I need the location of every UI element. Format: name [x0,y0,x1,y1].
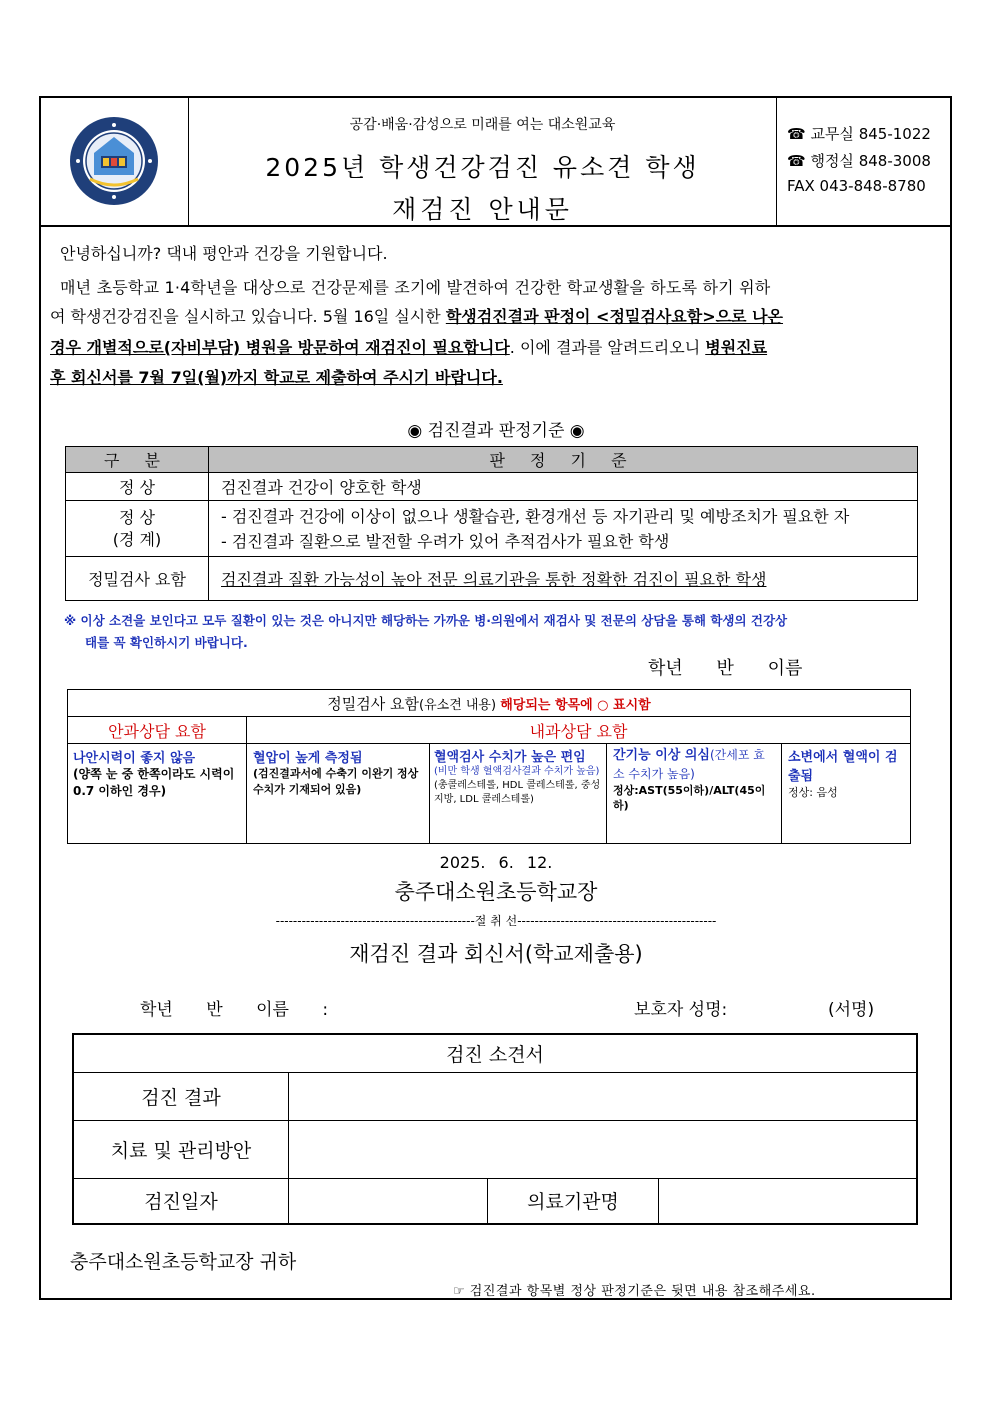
logo-cell [41,98,189,225]
note-line-1: ※ 이상 소견을 보인다고 모두 질환이 있는 것은 아니지만 해당하는 가까운 병·의원에서 재검사 및 전문의 상담을 통해 학생의 건강상 [64,613,788,628]
group-internal-medicine: 내과상담 요함 [247,717,911,744]
contact-admin: ☎ 행정실 848-3008 [787,152,931,170]
reply-sign: (서명) [828,1000,875,1020]
paragraph-line-2a: 여 학생건강검진을 실시하고 있습니다. 5월 16일 실시한 [50,307,446,326]
title-line-2: 재검진 안내문 [392,195,573,224]
reply-value-date[interactable] [289,1178,488,1224]
reply-guardian: 보호자 성명: [634,1000,728,1020]
option-blood-pressure-body: (검진결과서에 수축기 이완기 정상수치가 기재되어 있음) [253,767,419,796]
options-title [68,690,911,717]
reply-footnote: ☞ 검진결과 항목별 정상 판정기준은 뒷면 내용 참조해주세요. [453,1284,816,1299]
option-urine-head: 소변에서 혈액이 검출됨 [788,750,898,784]
criteria-text-borderline-2: - 검진결과 질환으로 발전할 우려가 있어 추적검사가 필요한 학생 [221,531,670,551]
paragraph-line-2 [50,303,783,330]
contact-office: ☎ 교무실 845-1022 [787,125,931,143]
cut-line: ----------------------------------------------절 취 선---------------------------------------------- [275,914,717,928]
criteria-text-detailed [209,557,918,601]
criteria-label-detailed: 정밀검사 요함 [66,557,209,601]
option-blood-test-body: (비만 학생 혈액검사결과 수치가 높음) [434,766,600,777]
paragraph-line-3c: 병원진료 [705,338,768,357]
paragraph-line-3a: 경우 개별적으로(자비부담) 병원을 방문하여 재검진이 필요합니다 [50,338,510,357]
criteria-col-category: 구 분 [66,447,209,473]
slogan: 공감·배움·감성으로 미래를 여는 대소원교육 [349,117,616,133]
reply-value-treatment[interactable] [289,1120,918,1178]
option-liver-header [613,746,775,783]
options-title-c: 해당되는 항목에 ○ 표시함 [500,697,651,713]
paragraph-line-3b: . 이에 결과를 알려드리오니 [509,338,706,357]
criteria-label-borderline-1: 정 상 [119,507,155,527]
option-urine-body: 정상: 음성 [788,786,838,799]
option-liver-head-small: (간세포 효소 수치가 높음) [613,748,765,781]
document-header [41,98,950,227]
paragraph-line-4: 후 회신서를 7월 7일(월)까지 학교로 제출하여 주시기 바랍니다. [50,368,503,387]
criteria-label-borderline [66,501,209,557]
option-urine [782,744,911,844]
reply-label-institution: 의료기관명 [488,1178,659,1224]
criteria-text-normal: 검진결과 건강이 양호한 학생 [209,473,918,501]
reply-title: 재검진 결과 회신서(학교제출용) [349,942,643,966]
paragraph-line-3 [50,334,767,361]
group-ophthalmology: 안과상담 요함 [68,717,247,744]
option-blood-pressure-head: 혈압이 높게 측정됨 [253,751,363,766]
criteria-text-detailed-value: 검진결과 질환 가능성이 높아 전문 의료기관을 통한 정확한 검진이 필요한 학생 [221,570,767,589]
note-line-2: 태를 꼭 확인하시기 바랍니다. [85,635,248,650]
student-line: 학년 반 이름 [648,658,803,679]
contact-fax: FAX 043-848-8780 [787,177,926,195]
school-emblem-icon [68,115,160,207]
reply-label-result: 검진 결과 [73,1072,289,1120]
option-vision-body: (양쪽 눈 중 한쪽이라도 시력이 0.7 이하인 경우) [73,767,235,798]
reply-label-treatment: 치료 및 관리방안 [73,1120,289,1178]
criteria-text-borderline-1: - 검진결과 건강에 이상이 없으나 생활습관, 환경개선 등 자기관리 및 예방조치가 필요한 자 [221,506,850,526]
criteria-label-borderline-2: (경 계) [112,529,162,549]
reply-label-date: 검진일자 [73,1178,289,1224]
criteria-col-standard: 판 정 기 준 [209,447,918,473]
option-liver-body: 정상:AST(55이하)/ALT(45이하) [613,784,766,812]
title-line-1: 2025년 학생건강검진 유소견 학생 [265,153,700,182]
options-title-a: 정밀검사 요함 [327,694,419,713]
paragraph-line-1: 매년 초등학교 1·4학년을 대상으로 건강문제를 조기에 발견하여 건강한 학교생활을 하도록 하기 위하 [60,278,771,297]
criteria-heading: ◉ 검진결과 판정기준 ◉ [407,421,585,441]
option-liver-head: 간기능 이상 의심 [613,748,710,763]
reply-table-title: 검진 소견서 [73,1034,917,1072]
option-blood-test-body2: (총콜레스테롤, HDL 콜레스테롤, 중성지방, LDL 콜레스테롤) [434,780,601,805]
option-blood-test-head: 혈액검사 수치가 높은 편임 [434,750,586,765]
options-table [67,689,911,844]
title-cell [189,98,776,225]
principal-name: 충주대소원초등학교장 [394,880,598,904]
reply-value-institution[interactable] [659,1178,918,1224]
option-vision [68,744,247,844]
reply-addressee: 충주대소원초등학교장 귀하 [70,1251,297,1273]
criteria-label-normal: 정 상 [66,473,209,501]
option-liver [607,744,782,844]
option-blood-test [430,744,607,844]
reply-student-info: 학년 반 이름 : [140,1000,329,1020]
reply-table [72,1033,918,1225]
contact-cell [776,98,951,225]
notice-date: 2025. 6. 12. [439,853,553,872]
option-vision-head: 나안시력이 좋지 않음 [73,751,196,766]
greeting: 안녕하십니까? 댁내 평안과 건강을 기원합니다. [60,244,388,263]
reply-value-result[interactable] [289,1072,918,1120]
criteria-text-borderline [209,501,918,557]
option-blood-pressure [247,744,430,844]
paragraph-line-2b: 학생검진결과 판정이 <정밀검사요함>으로 나온 [445,307,784,326]
criteria-table [65,446,918,601]
options-title-b: (유소견 내용) [419,697,501,713]
